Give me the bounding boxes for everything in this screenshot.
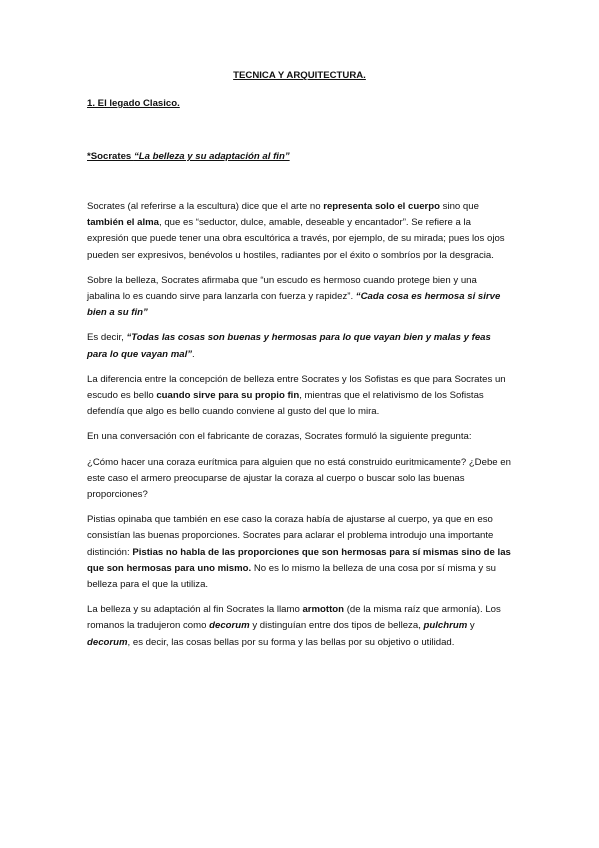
subsection-prefix: *Socrates bbox=[87, 151, 134, 162]
subsection-heading bbox=[87, 149, 290, 165]
paragraph-8 bbox=[87, 602, 512, 651]
p1-bold-d: también el alma bbox=[87, 217, 159, 229]
p1-text-e: , que es “seductor, dulce, amable, deseable y encantador”. Se refiere a la expresión que puede tener una obra escultórica a través, por ejemplo, de su mirada; pues los ojos pueden ser expresivos, benévolos u hostiles, radiantes por el éxito o sombríos por la desgracia. bbox=[87, 217, 505, 261]
document-title: TECNICA Y ARQUITECTURA. bbox=[233, 70, 366, 81]
p7-text-a: Pistias opinaba que también en ese caso la coraza había de ajustarse al cuerpo, ya que en eso consistían las buenas proporciones. Socrates para aclarar el problema introdujo una importante distinción: bbox=[87, 514, 494, 558]
p7-text-c: No es lo mismo la belleza de una cosa por sí misma y su belleza para el que la utiliza. bbox=[87, 562, 496, 591]
p8-text-g: y bbox=[467, 620, 475, 632]
p8-bold-b: armotton bbox=[302, 604, 345, 616]
p7-bold-b: Pistias no habla de las proporciones que son hermosas para sí mismas sino de las que son hermosas para uno mismo. bbox=[87, 546, 511, 574]
p8-text-e: y distinguían entre dos tipos de belleza, bbox=[249, 620, 424, 632]
section-heading: 1. El legado Clasico. bbox=[87, 98, 180, 109]
document-body bbox=[87, 199, 512, 660]
p4-text-a: La diferencia entre la concepción de belleza entre Socrates y los Sofistas es que para Socrates un escudo es bello bbox=[87, 373, 506, 402]
p8-text-c: (de la misma raíz que armonía). Los romanos la tradujeron como bbox=[87, 604, 501, 632]
paragraph-3 bbox=[87, 330, 512, 362]
p2-text-a: Sobre la belleza, Socrates afirmaba que “un escudo es hermoso cuando protege bien y una jabalina lo es cuando sirve para lanzarla con fuerza y rapidez”. bbox=[87, 274, 477, 303]
paragraph-1 bbox=[87, 199, 512, 264]
paragraph-2 bbox=[87, 273, 512, 322]
p3-text-c: . bbox=[192, 348, 195, 360]
p2-bold-italic-b: “Cada cosa es hermosa si sirve bien a su fin” bbox=[87, 291, 501, 319]
paragraph-6: ¿Cómo hacer una coraza eurítmica para alguien que no está construido euritmicamente? ¿Debe en este caso el armero preocuparse de ajustar la coraza al cuerpo o buscar solo las buenas proporciones? bbox=[87, 456, 511, 501]
p3-text-a: Es decir, bbox=[87, 332, 127, 344]
p8-bold-italic-d: decorum bbox=[209, 620, 250, 632]
p8-text-a: La belleza y su adaptación al fin Socrates la llamo bbox=[87, 604, 303, 616]
subsection-quote: “La belleza y su adaptación al fin” bbox=[133, 151, 290, 162]
p8-bold-italic-h: decorum bbox=[87, 636, 128, 648]
p3-bold-italic-b: “Todas las cosas son buenas y hermosas para lo que vayan bien y malas y feas para lo que vayan mal” bbox=[87, 332, 491, 360]
paragraph-7 bbox=[87, 512, 512, 593]
paragraph-5: En una conversación con el fabricante de corazas, Socrates formuló la siguiente pregunta: bbox=[87, 431, 472, 443]
p1-text-c: sino que bbox=[440, 201, 479, 212]
p8-bold-italic-f: pulchrum bbox=[423, 620, 468, 632]
p1-text-a: Socrates (al referirse a la escultura) dice que el arte no bbox=[87, 201, 324, 212]
paragraph-4 bbox=[87, 372, 512, 421]
p4-text-c: , mientras que el relativismo de los Sofistas defendía que algo es bello cuando conviene al gusto del que lo mira. bbox=[87, 390, 484, 418]
p1-bold-b: representa solo el cuerpo bbox=[323, 201, 440, 212]
p8-text-i: , es decir, las cosas bellas por su forma y las bellas por su objetivo o utilidad. bbox=[127, 636, 455, 648]
p4-bold-b: cuando sirve para su propio fin bbox=[156, 390, 300, 402]
